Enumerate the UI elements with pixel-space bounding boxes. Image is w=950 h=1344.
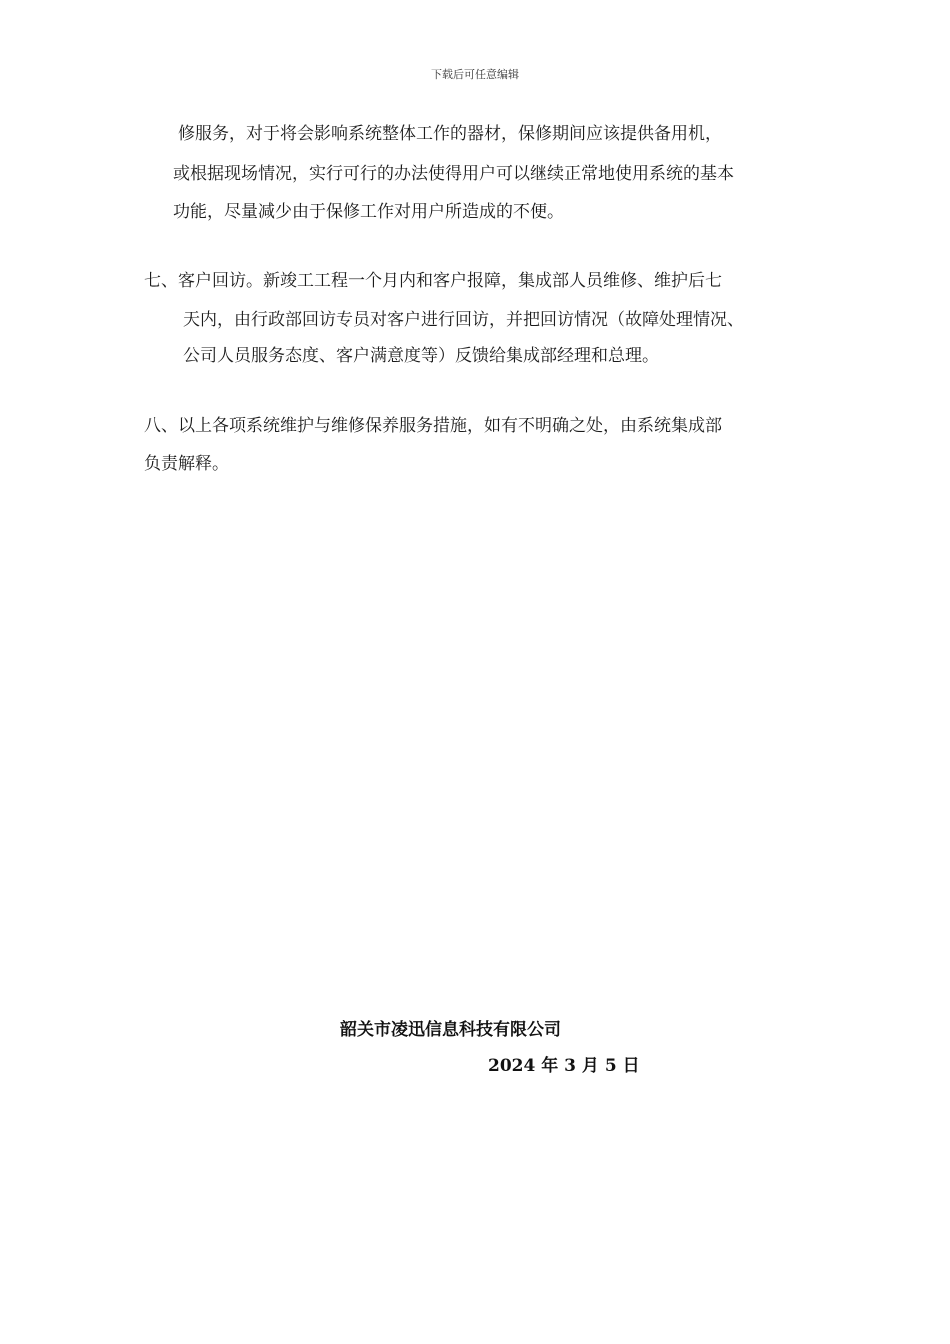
item-7-line: 七、客户回访。新竣工工程一个月内和客户报障，集成部人员维修、维护后七 xyxy=(144,271,722,291)
paragraph-line: 功能，尽量减少由于保修工作对用户所造成的不便。 xyxy=(173,202,564,222)
item-7-line: 天内，由行政部回访专员对客户进行回访，并把回访情况（故障处理情况、 xyxy=(183,310,744,330)
item-7-line: 公司人员服务态度、客户满意度等）反馈给集成部经理和总理。 xyxy=(183,346,659,366)
signature-date: 2024 年 3 月 5 日 xyxy=(488,1056,640,1076)
paragraph-line: 修服务，对于将会影响系统整体工作的器材，保修期间应该提供备用机， xyxy=(178,124,722,144)
item-8-line: 负责解释。 xyxy=(144,454,229,474)
paragraph-line: 或根据现场情况，实行可行的办法使得用户可以继续正常地使用系统的基本 xyxy=(173,164,734,184)
header-note: 下载后可任意编辑 xyxy=(431,68,519,81)
company-name: 韶关市凌迅信息科技有限公司 xyxy=(340,1020,561,1040)
item-8-line: 八、以上各项系统维护与维修保养服务措施，如有不明确之处，由系统集成部 xyxy=(144,416,722,436)
